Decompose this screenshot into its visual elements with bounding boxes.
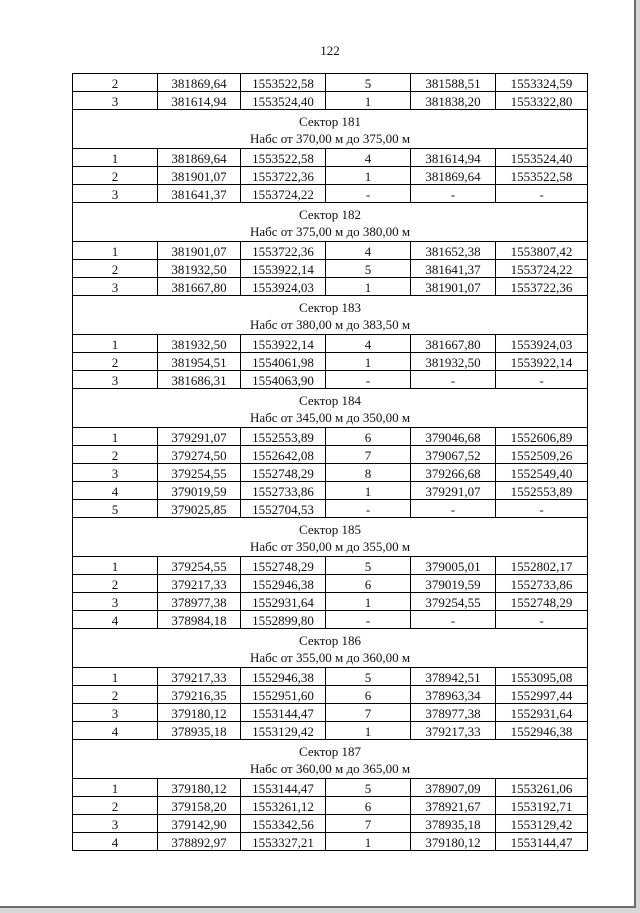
table-row [73, 464, 588, 482]
y-coordinate-cell: 1553924,03 [496, 335, 588, 353]
x-coordinate-cell: 379180,12 [411, 833, 496, 851]
sector-header-row [73, 203, 588, 242]
y-coordinate-cell: 1552997,44 [496, 686, 588, 704]
sector-header-row [73, 518, 588, 557]
x-coordinate-cell: 379019,59 [158, 482, 241, 500]
y-coordinate-cell: 1552509,26 [496, 446, 588, 464]
x-coordinate-cell: - [411, 185, 496, 203]
y-coordinate-cell: 1552553,89 [241, 428, 326, 446]
y-coordinate-cell: 1552931,64 [496, 704, 588, 722]
table-row [73, 371, 588, 389]
y-coordinate-cell: 1552951,60 [241, 686, 326, 704]
x-coordinate-cell: 379291,07 [158, 428, 241, 446]
sector-header [73, 629, 588, 668]
point-number-cell: 3 [73, 815, 158, 833]
sector-title: Сектор 183 [298, 299, 361, 315]
elevation-range: Набс от 350,00 м до 355,00 м [249, 538, 411, 554]
y-coordinate-cell: 1554061,98 [241, 353, 326, 371]
x-coordinate-cell: 379254,55 [158, 557, 241, 575]
sector-header [73, 740, 588, 779]
point-number-cell: - [326, 371, 411, 389]
point-number-cell: 8 [326, 464, 411, 482]
point-number-cell: 4 [326, 335, 411, 353]
y-coordinate-cell: 1552946,38 [496, 722, 588, 740]
x-coordinate-cell: 379158,20 [158, 797, 241, 815]
sector-title: Сектор 182 [298, 206, 361, 222]
y-coordinate-cell: 1553261,06 [496, 779, 588, 797]
point-number-cell: 3 [73, 185, 158, 203]
point-number-cell: 7 [326, 704, 411, 722]
coordinates-table-body [73, 74, 588, 851]
point-number-cell: 4 [73, 482, 158, 500]
elevation-range: Набс от 355,00 м до 360,00 м [249, 649, 411, 665]
x-coordinate-cell: 381954,51 [158, 353, 241, 371]
y-coordinate-cell: 1552606,89 [496, 428, 588, 446]
point-number-cell: 1 [73, 335, 158, 353]
x-coordinate-cell: 381901,07 [158, 167, 241, 185]
y-coordinate-cell: 1553922,14 [241, 260, 326, 278]
table-row [73, 611, 588, 629]
table-row [73, 242, 588, 260]
point-number-cell: 1 [326, 833, 411, 851]
y-coordinate-cell: 1552553,89 [496, 482, 588, 500]
point-number-cell: 4 [73, 722, 158, 740]
elevation-range: Набс от 360,00 м до 365,00 м [249, 760, 411, 776]
y-coordinate-cell: 1552704,53 [241, 500, 326, 518]
y-coordinate-cell: 1553722,36 [496, 278, 588, 296]
table-row [73, 92, 588, 110]
point-number-cell: 1 [326, 482, 411, 500]
x-coordinate-cell: 379005,01 [411, 557, 496, 575]
y-coordinate-cell: 1552733,86 [241, 482, 326, 500]
y-coordinate-cell: 1552748,29 [241, 557, 326, 575]
point-number-cell: 2 [73, 260, 158, 278]
x-coordinate-cell: 378892,97 [158, 833, 241, 851]
x-coordinate-cell: 381652,38 [411, 242, 496, 260]
y-coordinate-cell: 1553261,12 [241, 797, 326, 815]
x-coordinate-cell: 381932,50 [158, 335, 241, 353]
x-coordinate-cell: 381588,51 [411, 74, 496, 92]
y-coordinate-cell: 1553095,08 [496, 668, 588, 686]
sector-header-row [73, 296, 588, 335]
table-row [73, 446, 588, 464]
x-coordinate-cell: 379025,85 [158, 500, 241, 518]
y-coordinate-cell: 1553522,58 [241, 149, 326, 167]
page-number: 122 [320, 43, 340, 58]
y-coordinate-cell: 1553324,59 [496, 74, 588, 92]
x-coordinate-cell: 378977,38 [158, 593, 241, 611]
y-coordinate-cell: 1553144,47 [241, 779, 326, 797]
table-row [73, 557, 588, 575]
point-number-cell: 6 [326, 575, 411, 593]
table-row [73, 428, 588, 446]
x-coordinate-cell: 379274,50 [158, 446, 241, 464]
x-coordinate-cell: 378963,34 [411, 686, 496, 704]
x-coordinate-cell: 379180,12 [158, 779, 241, 797]
x-coordinate-cell: 379216,35 [158, 686, 241, 704]
elevation-range: Набс от 345,00 м до 350,00 м [249, 409, 411, 425]
point-number-cell: 1 [326, 353, 411, 371]
x-coordinate-cell: 379254,55 [411, 593, 496, 611]
point-number-cell: 1 [73, 557, 158, 575]
y-coordinate-cell: 1553522,58 [496, 167, 588, 185]
x-coordinate-cell: 378984,18 [158, 611, 241, 629]
sector-header [73, 110, 588, 149]
y-coordinate-cell: 1552549,40 [496, 464, 588, 482]
table-row [73, 593, 588, 611]
table-row [73, 833, 588, 851]
y-coordinate-cell: 1553924,03 [241, 278, 326, 296]
point-number-cell: 2 [73, 686, 158, 704]
table-row [73, 335, 588, 353]
point-number-cell: 1 [73, 668, 158, 686]
table-row [73, 260, 588, 278]
point-number-cell: 5 [326, 260, 411, 278]
y-coordinate-cell: 1554063,90 [241, 371, 326, 389]
sector-header-row [73, 110, 588, 149]
y-coordinate-cell: 1552748,29 [241, 464, 326, 482]
table-row [73, 353, 588, 371]
y-coordinate-cell: 1553129,42 [496, 815, 588, 833]
sector-title: Сектор 187 [298, 743, 361, 759]
table-row [73, 575, 588, 593]
point-number-cell: 3 [73, 92, 158, 110]
point-number-cell: - [326, 185, 411, 203]
y-coordinate-cell: 1553129,42 [241, 722, 326, 740]
sector-header [73, 518, 588, 557]
point-number-cell: 1 [73, 428, 158, 446]
point-number-cell: 7 [326, 446, 411, 464]
table-row [73, 815, 588, 833]
coordinates-table [72, 73, 588, 851]
x-coordinate-cell: 378977,38 [411, 704, 496, 722]
table-row [73, 278, 588, 296]
point-number-cell: 2 [73, 167, 158, 185]
sector-header-row [73, 629, 588, 668]
sector-title: Сектор 184 [298, 392, 361, 408]
y-coordinate-cell: 1553342,56 [241, 815, 326, 833]
y-coordinate-cell: 1553722,36 [241, 167, 326, 185]
point-number-cell: 5 [326, 557, 411, 575]
point-number-cell: 4 [326, 149, 411, 167]
table-row [73, 500, 588, 518]
point-number-cell: 3 [73, 593, 158, 611]
y-coordinate-cell: 1553144,47 [496, 833, 588, 851]
x-coordinate-cell: 381667,80 [158, 278, 241, 296]
y-coordinate-cell: 1552931,64 [241, 593, 326, 611]
table-row [73, 482, 588, 500]
y-coordinate-cell: 1553524,40 [241, 92, 326, 110]
x-coordinate-cell: 381901,07 [411, 278, 496, 296]
point-number-cell: 2 [73, 797, 158, 815]
point-number-cell: 1 [326, 92, 411, 110]
elevation-range: Набс от 375,00 м до 380,00 м [249, 223, 411, 239]
point-number-cell: 1 [326, 278, 411, 296]
y-coordinate-cell: 1553922,14 [496, 353, 588, 371]
y-coordinate-cell: 1553522,58 [241, 74, 326, 92]
sector-title: Сектор 181 [298, 113, 361, 129]
point-number-cell: 1 [326, 722, 411, 740]
x-coordinate-cell: 381614,94 [411, 149, 496, 167]
y-coordinate-cell: - [496, 611, 588, 629]
point-number-cell: 6 [326, 428, 411, 446]
x-coordinate-cell: 381641,37 [411, 260, 496, 278]
x-coordinate-cell: 381869,64 [411, 167, 496, 185]
y-coordinate-cell: 1553192,71 [496, 797, 588, 815]
sector-header [73, 389, 588, 428]
point-number-cell: 6 [326, 797, 411, 815]
point-number-cell: 2 [73, 353, 158, 371]
table-row [73, 686, 588, 704]
sector-header [73, 203, 588, 242]
x-coordinate-cell: 381686,31 [158, 371, 241, 389]
point-number-cell: 5 [326, 74, 411, 92]
y-coordinate-cell: 1552802,17 [496, 557, 588, 575]
point-number-cell: 1 [326, 593, 411, 611]
y-coordinate-cell: 1553524,40 [496, 149, 588, 167]
y-coordinate-cell: 1553922,14 [241, 335, 326, 353]
y-coordinate-cell: 1552733,86 [496, 575, 588, 593]
sector-header-row [73, 740, 588, 779]
x-coordinate-cell: 378907,09 [411, 779, 496, 797]
y-coordinate-cell: 1552899,80 [241, 611, 326, 629]
point-number-cell: 5 [326, 668, 411, 686]
x-coordinate-cell: 381869,64 [158, 149, 241, 167]
x-coordinate-cell: 381932,50 [158, 260, 241, 278]
y-coordinate-cell: - [496, 371, 588, 389]
table-row [73, 704, 588, 722]
sector-title: Сектор 185 [298, 521, 361, 537]
x-coordinate-cell: 381641,37 [158, 185, 241, 203]
x-coordinate-cell: 381838,20 [411, 92, 496, 110]
point-number-cell: 3 [73, 464, 158, 482]
x-coordinate-cell: 379291,07 [411, 482, 496, 500]
point-number-cell: 4 [73, 833, 158, 851]
x-coordinate-cell: 381901,07 [158, 242, 241, 260]
y-coordinate-cell: - [496, 185, 588, 203]
x-coordinate-cell: 381614,94 [158, 92, 241, 110]
y-coordinate-cell: 1552946,38 [241, 575, 326, 593]
elevation-range: Набс от 370,00 м до 375,00 м [249, 130, 411, 146]
point-number-cell: - [326, 611, 411, 629]
y-coordinate-cell: 1553724,22 [496, 260, 588, 278]
point-number-cell: 3 [73, 371, 158, 389]
x-coordinate-cell: 381667,80 [411, 335, 496, 353]
point-number-cell: 5 [73, 500, 158, 518]
table-row [73, 74, 588, 92]
point-number-cell: 6 [326, 686, 411, 704]
y-coordinate-cell: 1552946,38 [241, 668, 326, 686]
sector-title: Сектор 186 [298, 632, 361, 648]
point-number-cell: 3 [73, 704, 158, 722]
x-coordinate-cell: 379266,68 [411, 464, 496, 482]
x-coordinate-cell: 379067,52 [411, 446, 496, 464]
x-coordinate-cell: 379217,33 [158, 668, 241, 686]
x-coordinate-cell: 381932,50 [411, 353, 496, 371]
y-coordinate-cell: 1553144,47 [241, 704, 326, 722]
point-number-cell: 1 [73, 149, 158, 167]
point-number-cell: 5 [326, 779, 411, 797]
point-number-cell: 4 [73, 611, 158, 629]
sector-header-row [73, 389, 588, 428]
y-coordinate-cell: 1552642,08 [241, 446, 326, 464]
y-coordinate-cell: 1552748,29 [496, 593, 588, 611]
point-number-cell: 1 [73, 242, 158, 260]
x-coordinate-cell: 379217,33 [411, 722, 496, 740]
table-row [73, 668, 588, 686]
x-coordinate-cell: - [411, 611, 496, 629]
x-coordinate-cell: 381869,64 [158, 74, 241, 92]
x-coordinate-cell: 378921,67 [411, 797, 496, 815]
point-number-cell: 2 [73, 446, 158, 464]
table-row [73, 149, 588, 167]
point-number-cell: 1 [73, 779, 158, 797]
x-coordinate-cell: 379046,68 [411, 428, 496, 446]
table-row [73, 185, 588, 203]
x-coordinate-cell: - [411, 371, 496, 389]
table-row [73, 779, 588, 797]
y-coordinate-cell: 1553724,22 [241, 185, 326, 203]
x-coordinate-cell: 378942,51 [411, 668, 496, 686]
y-coordinate-cell: 1553807,42 [496, 242, 588, 260]
y-coordinate-cell: - [496, 500, 588, 518]
x-coordinate-cell: 379180,12 [158, 704, 241, 722]
point-number-cell: 2 [73, 575, 158, 593]
point-number-cell: - [326, 500, 411, 518]
x-coordinate-cell: 378935,18 [158, 722, 241, 740]
x-coordinate-cell: 379019,59 [411, 575, 496, 593]
x-coordinate-cell: - [411, 500, 496, 518]
x-coordinate-cell: 378935,18 [411, 815, 496, 833]
point-number-cell: 1 [326, 167, 411, 185]
point-number-cell: 2 [73, 74, 158, 92]
table-row [73, 797, 588, 815]
elevation-range: Набс от 380,00 м до 383,50 м [249, 316, 411, 332]
x-coordinate-cell: 379142,90 [158, 815, 241, 833]
y-coordinate-cell: 1553322,80 [496, 92, 588, 110]
y-coordinate-cell: 1553722,36 [241, 242, 326, 260]
point-number-cell: 3 [73, 278, 158, 296]
x-coordinate-cell: 379217,33 [158, 575, 241, 593]
y-coordinate-cell: 1553327,21 [241, 833, 326, 851]
table-row [73, 722, 588, 740]
point-number-cell: 7 [326, 815, 411, 833]
table-row [73, 167, 588, 185]
sector-header [73, 296, 588, 335]
x-coordinate-cell: 379254,55 [158, 464, 241, 482]
point-number-cell: 4 [326, 242, 411, 260]
